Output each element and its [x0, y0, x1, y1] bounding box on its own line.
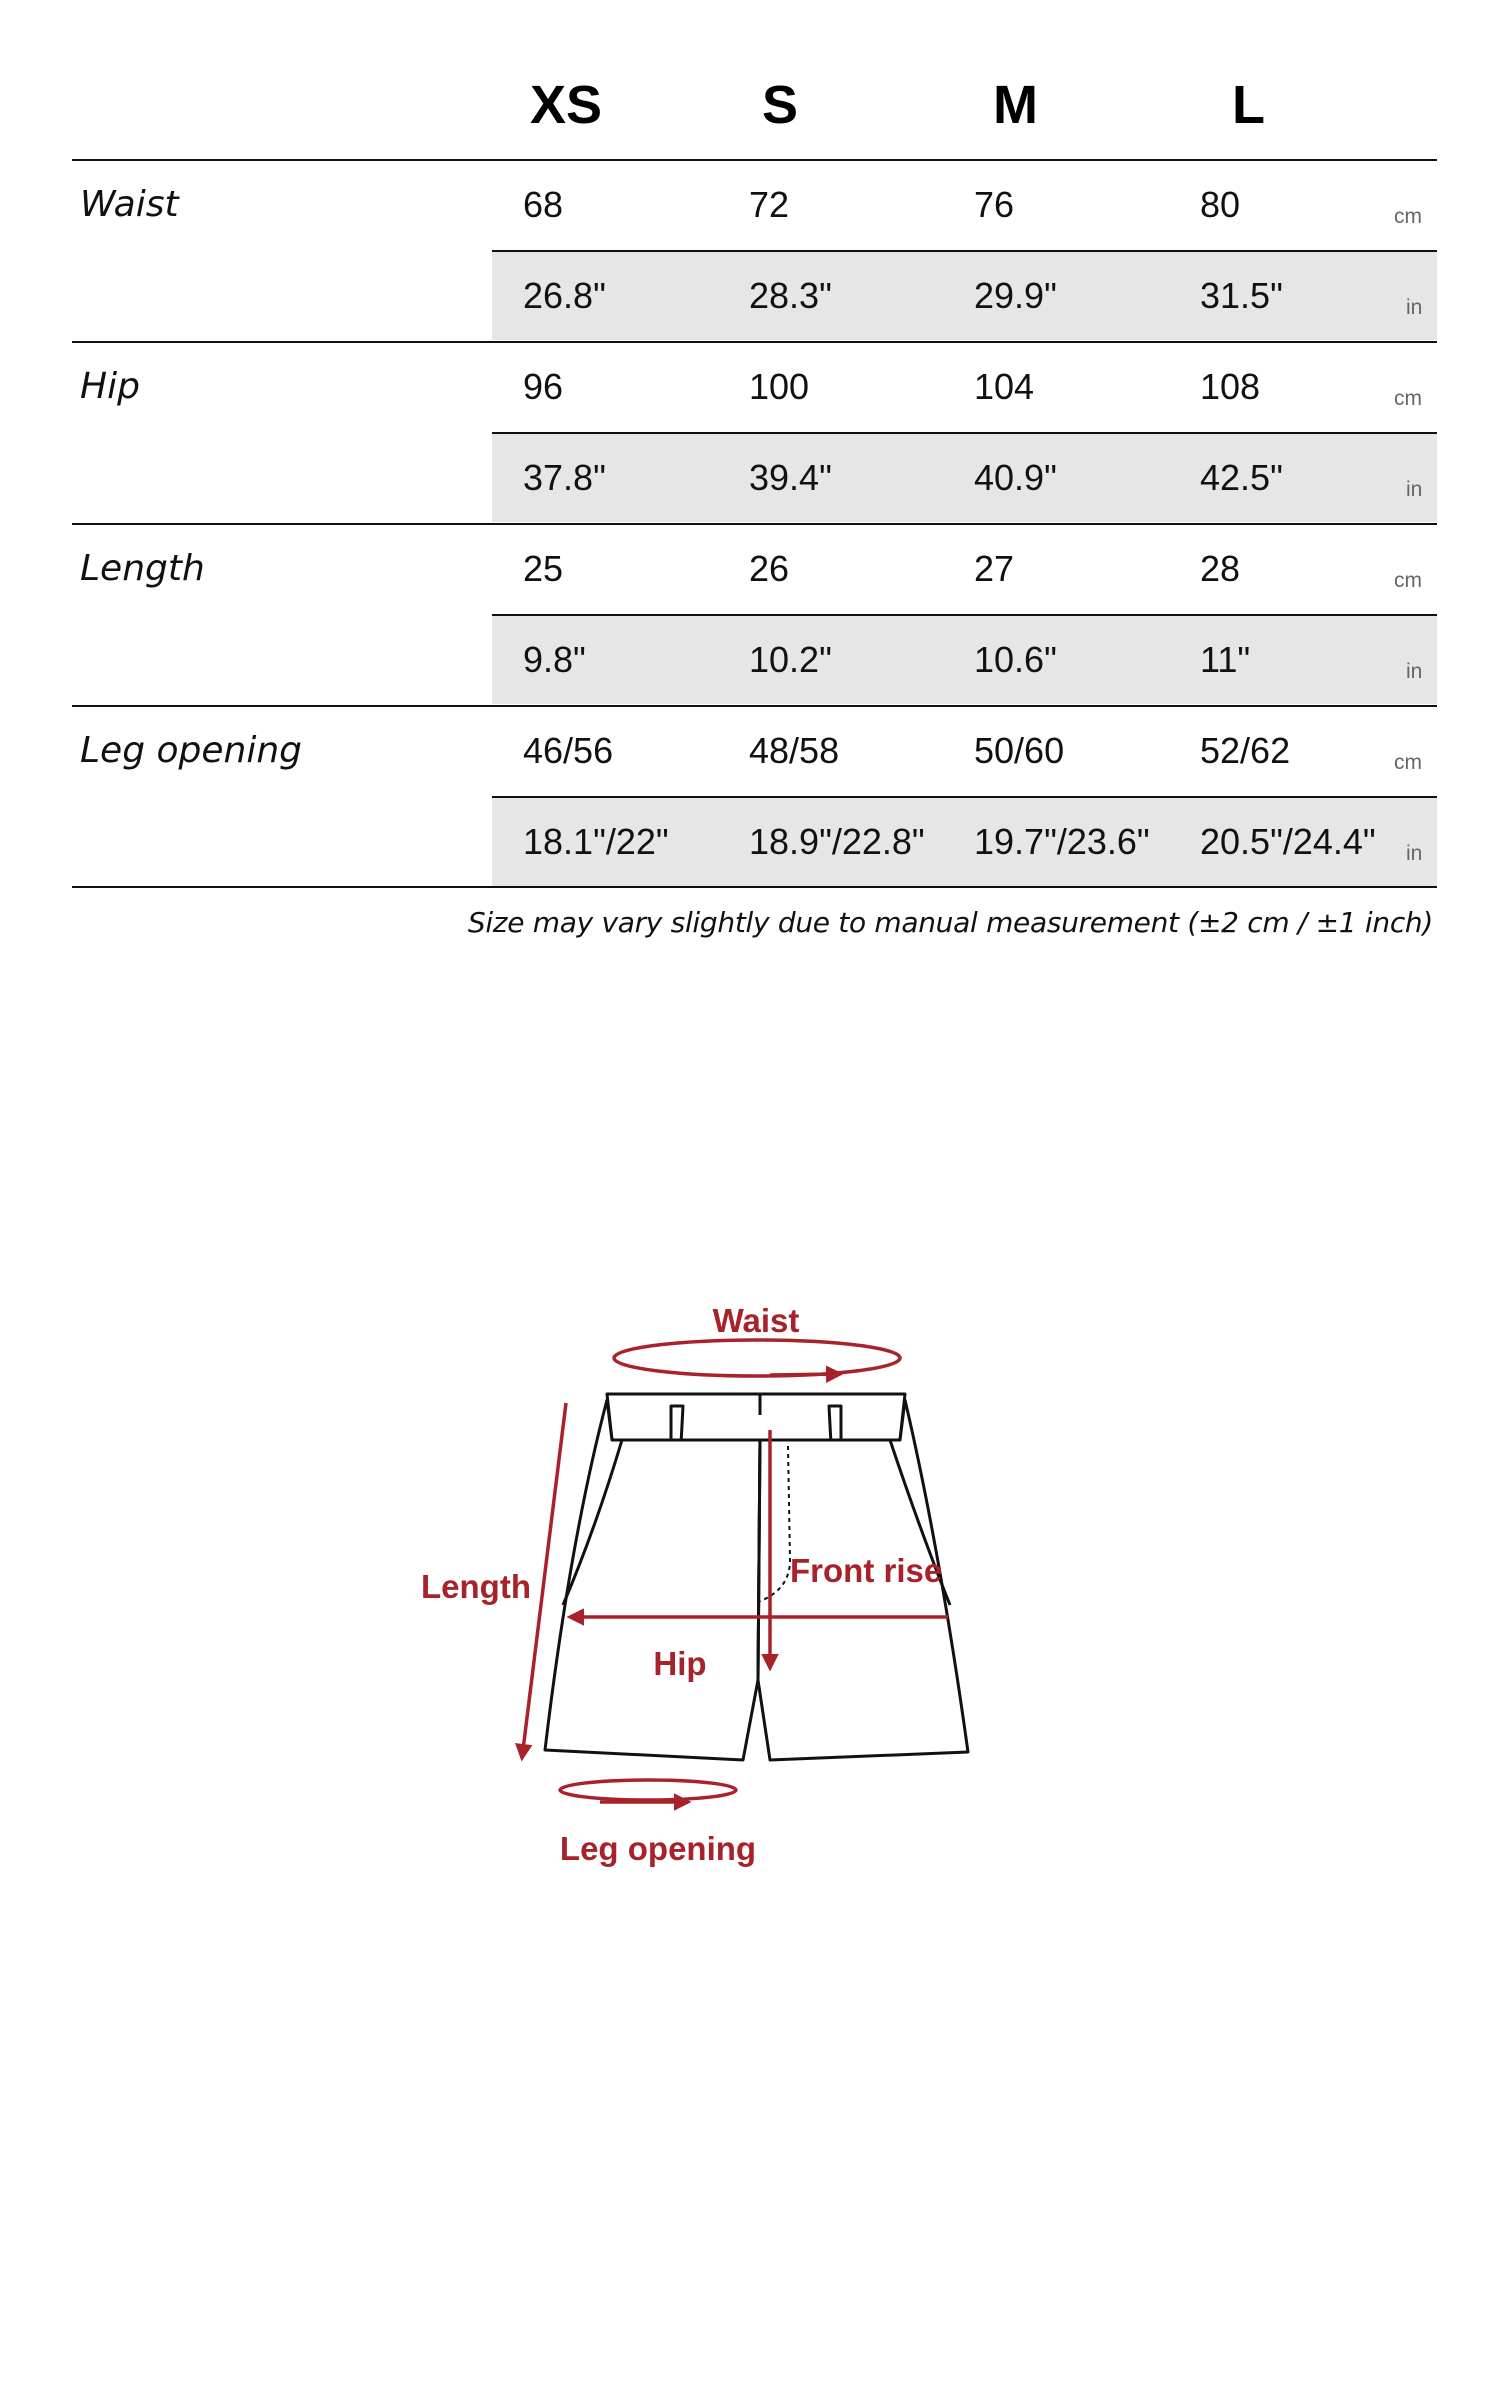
cell: 68	[523, 184, 564, 225]
cell: 37.8"	[523, 457, 606, 498]
cell: 18.9"/22.8"	[749, 821, 925, 862]
waist-arrow	[770, 1374, 840, 1375]
cell: 31.5"	[1200, 275, 1283, 316]
cell: 96	[523, 366, 564, 407]
divider	[492, 250, 1437, 252]
leg-opening-loop	[560, 1780, 736, 1800]
row-label-waist: Waist	[80, 184, 179, 225]
cell: 40.9"	[974, 457, 1057, 498]
cell: 48/58	[749, 730, 840, 771]
shorts-measurement-diagram	[0, 1250, 1500, 1900]
waist-label: Waist	[712, 1302, 800, 1339]
cell: 11"	[1200, 639, 1251, 680]
unit-cm: cm	[1394, 387, 1422, 410]
size-chart	[0, 0, 1500, 1000]
cell: 18.1"/22"	[523, 821, 669, 862]
leg-opening-label: Leg opening	[559, 1830, 757, 1867]
cell: 10.6"	[974, 639, 1057, 680]
cell: 29.9"	[974, 275, 1057, 316]
unit-in: in	[1406, 296, 1423, 319]
unit-in: in	[1406, 478, 1423, 501]
cell: 80	[1200, 184, 1241, 225]
waistband	[607, 1394, 905, 1440]
row-shade	[492, 434, 1437, 522]
divider	[72, 341, 1437, 343]
unit-in: in	[1406, 660, 1423, 683]
cell: 28	[1200, 548, 1241, 589]
cell: 52/62	[1200, 730, 1291, 771]
left-leg	[545, 1400, 760, 1760]
cell: 50/60	[974, 730, 1065, 771]
cell: 26.8"	[523, 275, 606, 316]
divider	[492, 432, 1437, 434]
cell: 108	[1200, 366, 1261, 407]
divider	[72, 523, 1437, 525]
row-label-leg-opening: Leg opening	[80, 730, 303, 771]
waist-loop	[614, 1340, 900, 1376]
cell: 20.5"/24.4"	[1200, 821, 1376, 862]
size-header-l: L	[1232, 75, 1265, 135]
cell: 46/56	[523, 730, 614, 771]
cell: 10.2"	[749, 639, 832, 680]
cell: 72	[749, 184, 790, 225]
cell: 27	[974, 548, 1015, 589]
unit-cm: cm	[1394, 751, 1422, 774]
divider	[492, 796, 1437, 798]
divider	[72, 705, 1437, 707]
divider	[72, 159, 1437, 161]
cell: 26	[749, 548, 790, 589]
row-label-length: Length	[80, 548, 205, 589]
cell: 39.4"	[749, 457, 832, 498]
divider	[492, 614, 1437, 616]
size-header-m: M	[993, 75, 1038, 135]
row-shade	[492, 252, 1437, 340]
fly-seam	[758, 1440, 760, 1680]
cell: 19.7"/23.6"	[974, 821, 1150, 862]
size-header-xs: XS	[530, 75, 603, 135]
cell: 9.8"	[523, 639, 586, 680]
measurement-note: Size may vary slightly due to manual measurement (±2 cm / ±1 inch)	[467, 906, 1433, 939]
cell: 28.3"	[749, 275, 832, 316]
unit-in: in	[1406, 842, 1423, 865]
divider	[72, 886, 1437, 888]
cell: 104	[974, 366, 1035, 407]
row-label-hip: Hip	[80, 366, 140, 407]
cell: 100	[749, 366, 810, 407]
unit-cm: cm	[1394, 569, 1422, 592]
row-shade	[492, 616, 1437, 704]
cell: 76	[974, 184, 1015, 225]
cell: 25	[523, 548, 564, 589]
length-label: Length	[421, 1568, 531, 1605]
front-rise-label: Front rise	[790, 1552, 943, 1589]
size-header-s: S	[762, 75, 799, 135]
cell: 42.5"	[1200, 457, 1283, 498]
unit-cm: cm	[1394, 205, 1422, 228]
hip-label: Hip	[653, 1645, 707, 1682]
